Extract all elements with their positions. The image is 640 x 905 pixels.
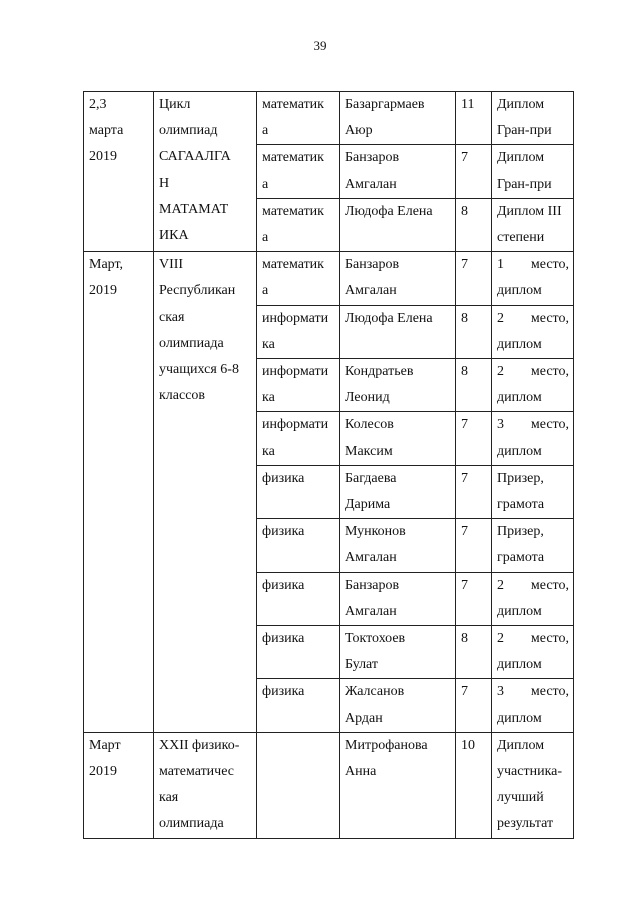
table-row — [84, 252, 574, 305]
student-name-cell — [340, 92, 456, 145]
grade-cell: 7 — [456, 679, 492, 732]
subject-cell — [257, 412, 340, 465]
student-name-cell — [340, 572, 456, 625]
student-name-line: Максим — [345, 443, 393, 459]
award-line: степени — [497, 230, 545, 246]
student-name-line: Людофа Елена — [345, 203, 433, 219]
event-line: ская — [159, 309, 185, 325]
subject-line: ка — [262, 443, 275, 459]
award-word: 1 — [497, 257, 504, 273]
student-name-cell — [340, 465, 456, 518]
date-line: 2019 — [89, 149, 117, 165]
award-cell — [492, 252, 574, 305]
award-cell — [492, 145, 574, 198]
subject-line: а — [262, 176, 269, 192]
subject-line: информати — [262, 364, 329, 380]
award-word: место, — [530, 577, 569, 593]
award-word: 3 — [497, 417, 504, 433]
date-cell — [84, 92, 154, 252]
award-word: место, — [530, 310, 569, 326]
subject-line: физика — [262, 577, 305, 593]
award-line: Диплом — [497, 150, 545, 166]
award-word: место, — [530, 257, 569, 273]
grade-cell: 7 — [456, 252, 492, 305]
award-line: диплом — [497, 710, 542, 726]
student-name-line: Банзаров — [345, 577, 400, 593]
event-line: математичес — [159, 764, 234, 780]
student-name-line: Багдаева — [345, 470, 397, 486]
subject-line: информати — [262, 310, 329, 326]
award-line: диплом — [497, 603, 542, 619]
date-line: 2019 — [89, 764, 117, 780]
grade-cell: 7 — [456, 465, 492, 518]
award-cell — [492, 92, 574, 145]
award-cell — [492, 732, 574, 838]
grade-cell: 7 — [456, 572, 492, 625]
student-name-line: Аюр — [345, 123, 373, 139]
subject-cell — [257, 359, 340, 412]
award-line — [497, 626, 569, 652]
subject-line: ка — [262, 390, 275, 406]
event-line: кая — [159, 790, 179, 806]
student-name-line: Амгалан — [345, 176, 397, 192]
award-cell — [492, 465, 574, 518]
event-line: Н — [159, 175, 170, 191]
award-line: диплом — [497, 443, 542, 459]
event-line: учащихся 6-8 — [159, 362, 239, 378]
date-line: 2,3 — [89, 97, 107, 112]
event-line: САГААЛГА — [159, 149, 231, 165]
date-cell — [84, 732, 154, 838]
event-line: Республикан — [159, 283, 236, 299]
award-line: диплом — [497, 657, 542, 673]
event-line: классов — [159, 388, 206, 404]
date-line: Март, — [89, 257, 124, 273]
award-word: 2 — [497, 310, 504, 326]
student-name-cell — [340, 252, 456, 305]
student-name-line: Амгалан — [345, 603, 397, 619]
student-name-line: Мунконов — [345, 524, 406, 540]
award-cell — [492, 198, 574, 251]
award-line — [497, 573, 569, 599]
subject-line: математик — [262, 150, 324, 166]
award-word: 2 — [497, 364, 504, 380]
award-line: Диплом III — [497, 203, 562, 219]
subject-cell — [257, 572, 340, 625]
grade-cell: 11 — [456, 92, 492, 145]
date-line: Март — [89, 737, 121, 753]
subject-line: физика — [262, 684, 305, 700]
event-cell — [154, 732, 257, 838]
award-cell — [492, 626, 574, 679]
award-line: грамота — [497, 550, 545, 566]
event-cell — [154, 252, 257, 733]
grade-cell: 7 — [456, 519, 492, 572]
award-line — [497, 252, 569, 278]
subject-cell — [257, 519, 340, 572]
award-word: 3 — [497, 684, 504, 700]
award-line: лучший — [497, 790, 544, 806]
subject-cell — [257, 626, 340, 679]
subject-cell — [257, 679, 340, 732]
subject-cell — [257, 252, 340, 305]
subject-line: физика — [262, 524, 305, 540]
student-name-cell — [340, 305, 456, 358]
award-word: место, — [530, 364, 569, 380]
event-line: Цикл — [159, 97, 191, 112]
table-row — [84, 92, 574, 145]
student-name-cell — [340, 679, 456, 732]
award-word: место, — [530, 684, 569, 700]
award-line: Диплом — [497, 737, 545, 753]
subject-cell — [257, 145, 340, 198]
subject-cell — [257, 92, 340, 145]
subject-cell — [257, 198, 340, 251]
subject-line: физика — [262, 631, 305, 647]
award-line: Гран-при — [497, 123, 552, 139]
award-line: результат — [497, 816, 554, 832]
event-line: олимпиад — [159, 123, 218, 139]
grade-cell: 8 — [456, 359, 492, 412]
student-name-line: Ардан — [345, 710, 383, 726]
student-name-line: Кондратьев — [345, 364, 414, 380]
award-line: грамота — [497, 497, 545, 513]
award-line — [497, 306, 569, 332]
student-name-line: Колесов — [345, 417, 394, 433]
event-line: олимпиада — [159, 335, 224, 351]
student-name-line: Людофа Елена — [345, 310, 433, 326]
award-line: Диплом — [497, 97, 545, 112]
subject-cell — [257, 305, 340, 358]
award-line: диплом — [497, 390, 542, 406]
award-cell — [492, 519, 574, 572]
award-line: Призер, — [497, 524, 544, 540]
award-line: участника- — [497, 764, 563, 780]
subject-line: информати — [262, 417, 329, 433]
student-name-line: Базаргармаев — [345, 97, 425, 112]
award-cell — [492, 412, 574, 465]
page-number: 39 — [313, 38, 327, 53]
subject-cell — [257, 465, 340, 518]
student-name-cell — [340, 412, 456, 465]
subject-line: а — [262, 283, 269, 299]
subject-line: математик — [262, 97, 324, 112]
grade-cell: 7 — [456, 412, 492, 465]
award-cell — [492, 305, 574, 358]
student-name-cell — [340, 519, 456, 572]
student-name-line: Леонид — [345, 390, 390, 406]
event-line: XXII физико- — [159, 737, 240, 753]
student-name-line: Анна — [345, 764, 377, 780]
award-line — [497, 359, 569, 385]
student-name-cell — [340, 626, 456, 679]
award-word: 2 — [497, 577, 504, 593]
award-line — [497, 679, 569, 705]
student-name-cell — [340, 732, 456, 838]
award-word: 2 — [497, 631, 504, 647]
subject-line: а — [262, 123, 269, 139]
student-name-cell — [340, 145, 456, 198]
subject-line: физика — [262, 470, 305, 486]
award-line: диплом — [497, 283, 542, 299]
award-cell — [492, 679, 574, 732]
award-cell — [492, 359, 574, 412]
subject-line: ка — [262, 336, 275, 352]
student-name-line: Амгалан — [345, 283, 397, 299]
award-word: место, — [530, 631, 569, 647]
student-name-line: Жалсанов — [345, 684, 405, 700]
award-line: Призер, — [497, 470, 544, 486]
event-line: олимпиада — [159, 816, 224, 832]
student-name-line: Амгалан — [345, 550, 397, 566]
student-name-line: Токтохоев — [345, 631, 406, 647]
award-line: Гран-при — [497, 176, 552, 192]
student-name-line: Булат — [345, 657, 379, 673]
date-line: марта — [89, 123, 124, 139]
student-name-line: Банзаров — [345, 257, 400, 273]
grade-cell: 7 — [456, 145, 492, 198]
table-row — [84, 732, 574, 838]
award-cell — [492, 572, 574, 625]
student-name-cell — [340, 359, 456, 412]
event-line: ИКА — [159, 228, 189, 244]
grade-cell: 8 — [456, 305, 492, 358]
student-name-line: Дарима — [345, 497, 391, 513]
grade-cell: 8 — [456, 626, 492, 679]
date-line: 2019 — [89, 283, 117, 299]
student-name-cell — [340, 198, 456, 251]
award-line: диплом — [497, 336, 542, 352]
grade-cell: 8 — [456, 198, 492, 251]
subject-line: математик — [262, 203, 324, 219]
event-line: VIII — [159, 257, 184, 273]
award-word: место, — [530, 417, 569, 433]
subject-cell — [257, 732, 340, 838]
event-cell — [154, 92, 257, 252]
event-line: МАТАМАТ — [159, 201, 229, 217]
grade-cell: 10 — [456, 732, 492, 838]
student-name-line: Банзаров — [345, 150, 400, 166]
subject-line: математик — [262, 257, 324, 273]
subject-line: а — [262, 230, 269, 246]
student-name-line: Митрофанова — [345, 737, 428, 753]
date-cell — [84, 252, 154, 733]
award-line — [497, 412, 569, 438]
results-table — [83, 91, 574, 839]
